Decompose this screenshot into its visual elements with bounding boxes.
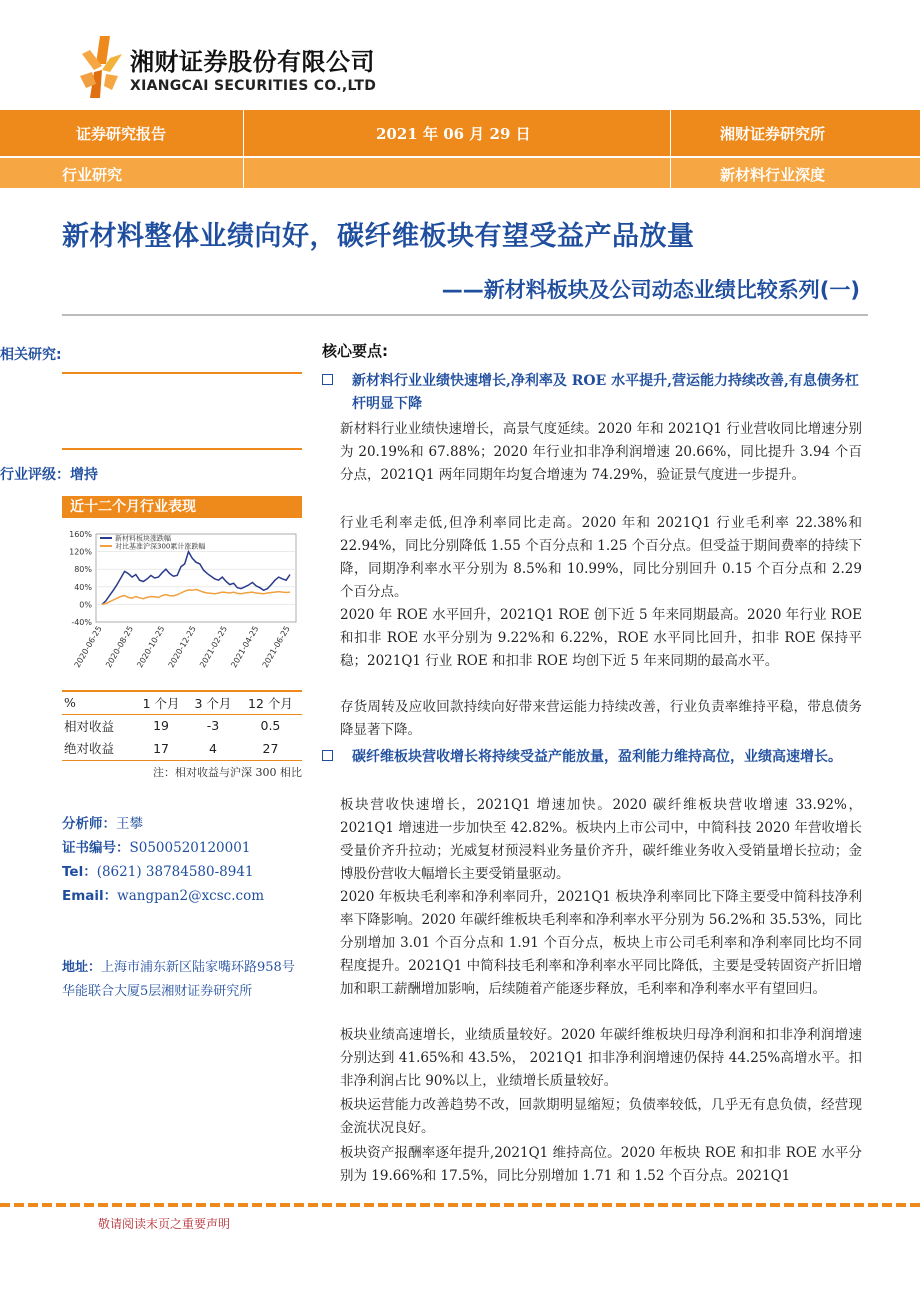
analyst-label: 分析师： xyxy=(62,816,116,832)
industry-rating: 行业评级：增持 xyxy=(0,467,98,483)
analyst-line xyxy=(62,812,143,832)
performance-table xyxy=(62,690,302,761)
chart-series-line xyxy=(102,589,290,604)
table-cell: -3 xyxy=(206,718,220,734)
chart-x-tick-label: 2021-04-25 xyxy=(229,624,261,670)
checkbox-bullet-icon xyxy=(322,750,333,761)
tel-line xyxy=(62,860,254,880)
table-row xyxy=(62,737,302,760)
chart-y-tick-label: 120% xyxy=(69,547,92,557)
institute-name: 湘财证券研究所 xyxy=(720,125,826,143)
company-name-cn: 湘财证券股份有限公司 xyxy=(130,48,375,76)
chart-y-tick-label: 160% xyxy=(69,530,92,539)
table-cell: 绝对收益 xyxy=(62,737,135,760)
email-address[interactable]: wangpan2@xcsc.com xyxy=(117,888,265,904)
report-topic: 新材料行业深度 xyxy=(720,166,826,184)
address-text: 上海市浦东新区陆家嘴环路958号华能联合大厦5层湘财证券研究所 xyxy=(62,960,295,999)
key-point-text: 新材料行业业绩快速增长,净利率及 ROE 水平提升,营运能力持续改善,有息债务杠杆明显下降 xyxy=(352,373,859,412)
tel-label: Tel： xyxy=(62,864,97,880)
disclaimer-note: 敬请阅读末页之重要声明 xyxy=(98,1217,231,1231)
chart-x-tick-label: 2020-10-25 xyxy=(135,624,167,670)
performance-chart xyxy=(62,522,302,682)
chart-x-tick-label: 2020-06-25 xyxy=(72,624,104,670)
paragraph: 行业毛利率走低,但净利率同比走高。2020 年和 2021Q1 行业毛利率 22.38%和 22.94%，同比分别降低 1.55 个百分点和 1.25 个百分点。但受益于期间费率的持续下降，同期净利率水平分别为 8.5%和 10.99%，同比分别回升 0.15 个百分点和 2.29 个百分点。 xyxy=(340,515,862,600)
table-note: 注：相对收益与沪深 300 相比 xyxy=(153,766,302,779)
performance-title: 近十二个月行业表现 xyxy=(62,496,302,518)
table-cell: 27 xyxy=(239,737,302,760)
paragraph: 存货周转及应收回款持续向好带来营运能力持续改善，行业负责率维持平稳，带息债务降显著下降。 xyxy=(340,699,862,738)
core-points-heading: 核心要点: xyxy=(322,342,388,360)
cert-label: 证书编号： xyxy=(62,840,130,856)
email-label: Email： xyxy=(62,888,118,904)
band-divider xyxy=(243,110,244,188)
footer-rule xyxy=(0,1200,920,1210)
report-date: 2021 年 06 月 29 日 xyxy=(376,125,531,143)
chart-y-tick-label: 40% xyxy=(74,582,92,592)
table-cell: 19 xyxy=(153,718,169,734)
key-point-text: 碳纤维板块营收增长将持续受益产能放量，盈利能力维持高位，业绩高速增长。 xyxy=(352,749,842,765)
report-type: 证券研究报告 xyxy=(76,125,167,143)
paragraph: 新材料行业业绩快速增长，高景气度延续。2020 年和 2021Q1 行业营收同比增速分别为 20.19%和 67.88%；2020 年行业扣非净利润增速 20.66%，同比提升 3.94 个百分点，2021Q1 两年同期年均复合增速为 74.29%，验证景气度进一步提升。 xyxy=(340,421,862,483)
title-divider xyxy=(62,314,868,316)
logo-mark-icon xyxy=(80,36,124,98)
email-line xyxy=(62,884,264,904)
chart-y-tick-label: -40% xyxy=(71,618,92,627)
report-category: 行业研究 xyxy=(62,166,123,184)
chart-x-tick-label: 2021-06-25 xyxy=(260,624,292,670)
table-header-row xyxy=(62,691,302,714)
company-logo xyxy=(80,36,480,106)
table-header-cell: 3 个月 xyxy=(187,691,239,714)
paragraph: 板块运营能力改善趋势不改，回款期明显缩短；负债率较低，几乎无有息负债，经营现金流状况良好。 xyxy=(340,1097,862,1136)
chart-y-tick-label: 0% xyxy=(79,600,92,610)
chart-x-tick-label: 2020-08-25 xyxy=(104,624,136,670)
chart-y-tick-label: 80% xyxy=(74,565,92,575)
key-point-2 xyxy=(322,746,862,769)
related-research-label: 相关研究: xyxy=(0,347,62,363)
cert-number: S0500520120001 xyxy=(129,840,251,856)
paragraph: 板块资产报酬率逐年提升,2021Q1 维持高位。2020 年板块 ROE 和扣非 ROE 水平分别为 19.66%和 17.5%，同比分别增加 1.71 和 1.52 个百分点。2021Q1 xyxy=(340,1145,862,1184)
address-label: 地址： xyxy=(62,960,102,975)
sidebar-divider xyxy=(62,372,302,374)
page-title: 新材料整体业绩向好，碳纤维板块有望受益产品放量 xyxy=(62,221,695,252)
table-header-cell: 12 个月 xyxy=(239,691,302,714)
company-name-en: XIANGCAI SECURITIES CO.,LTD xyxy=(130,78,377,94)
chart-series-line xyxy=(102,552,290,605)
chart-legend-label: 对比基准沪深300累计涨跌幅 xyxy=(115,542,206,551)
chart-x-tick-label: 2021-02-25 xyxy=(198,624,230,670)
address-block xyxy=(62,956,302,1004)
paragraph: 2020 年板块毛利率和净利率同升，2021Q1 板块净利率同比下降主要受中简科技净利率下降影响。2020 年碳纤维板块毛利率和净利率水平分别为 56.2%和 35.53%，同比分别增加 3.01 个百分点和 1.91 个百分点，板块上市公司毛利率和净利率同比均不同程度提升。2021Q1 中简科技毛利率和净利率水平同比降低，主要是受转固资产折旧增加和职工薪酬增加影响，后续随着产能逐步释放，毛利率和净利率水平有望回归。 xyxy=(340,889,862,997)
table-cell: 17 xyxy=(135,737,187,760)
analyst-name: 王攀 xyxy=(116,816,143,832)
band-divider xyxy=(0,156,920,158)
page-subtitle: ——新材料板块及公司动态业绩比较系列(一) xyxy=(441,278,860,302)
table-cell: 4 xyxy=(187,737,239,760)
table-row xyxy=(62,714,302,737)
paragraph: 板块营收快速增长，2021Q1 增速加快。2020 碳纤维板块营收增速 33.92%，2021Q1 增速进一步加快至 42.82%。板块内上市公司中，中简科技 2020 年营收增长受量价齐升拉动；光威复材预浸料业务量价齐升，碳纤维业务收入受销量增长拉动；金博股份营收大幅增长主要受销量驱动。 xyxy=(340,797,862,882)
paragraph: 2020 年 ROE 水平回升，2021Q1 ROE 创下近 5 年来同期最高。2020 年行业 ROE 和扣非 ROE 水平分别为 9.22%和 6.22%，ROE 水平同比回升，扣非 ROE 保持平稳；2021Q1 行业 ROE 和扣非 ROE 均创下近 5 年来同期的最高水平。 xyxy=(340,607,862,669)
sidebar-divider xyxy=(62,448,302,450)
band-divider xyxy=(670,110,671,188)
checkbox-bullet-icon xyxy=(322,374,333,385)
key-point-1 xyxy=(322,370,862,416)
chart-legend-label: 新材料板块涨跌幅 xyxy=(115,534,171,543)
chart-x-tick-label: 2020-12-25 xyxy=(166,624,198,670)
cert-line xyxy=(62,836,250,856)
tel-number: (8621) 38784580-8941 xyxy=(96,864,254,880)
table-cell: 相对收益 xyxy=(64,718,115,734)
table-header-cell: % xyxy=(62,691,135,714)
paragraph: 板块业绩高速增长，业绩质量较好。2020 年碳纤维板块归母净利润和扣非净利润增速分别达到 41.65%和 43.5%， 2021Q1 扣非净利润增速仍保持 44.25%高增水平。扣非净利润占比 90%以上，业绩增长质量较好。 xyxy=(340,1027,862,1089)
table-cell: 0.5 xyxy=(260,718,281,734)
table-header-cell: 1 个月 xyxy=(135,691,187,714)
